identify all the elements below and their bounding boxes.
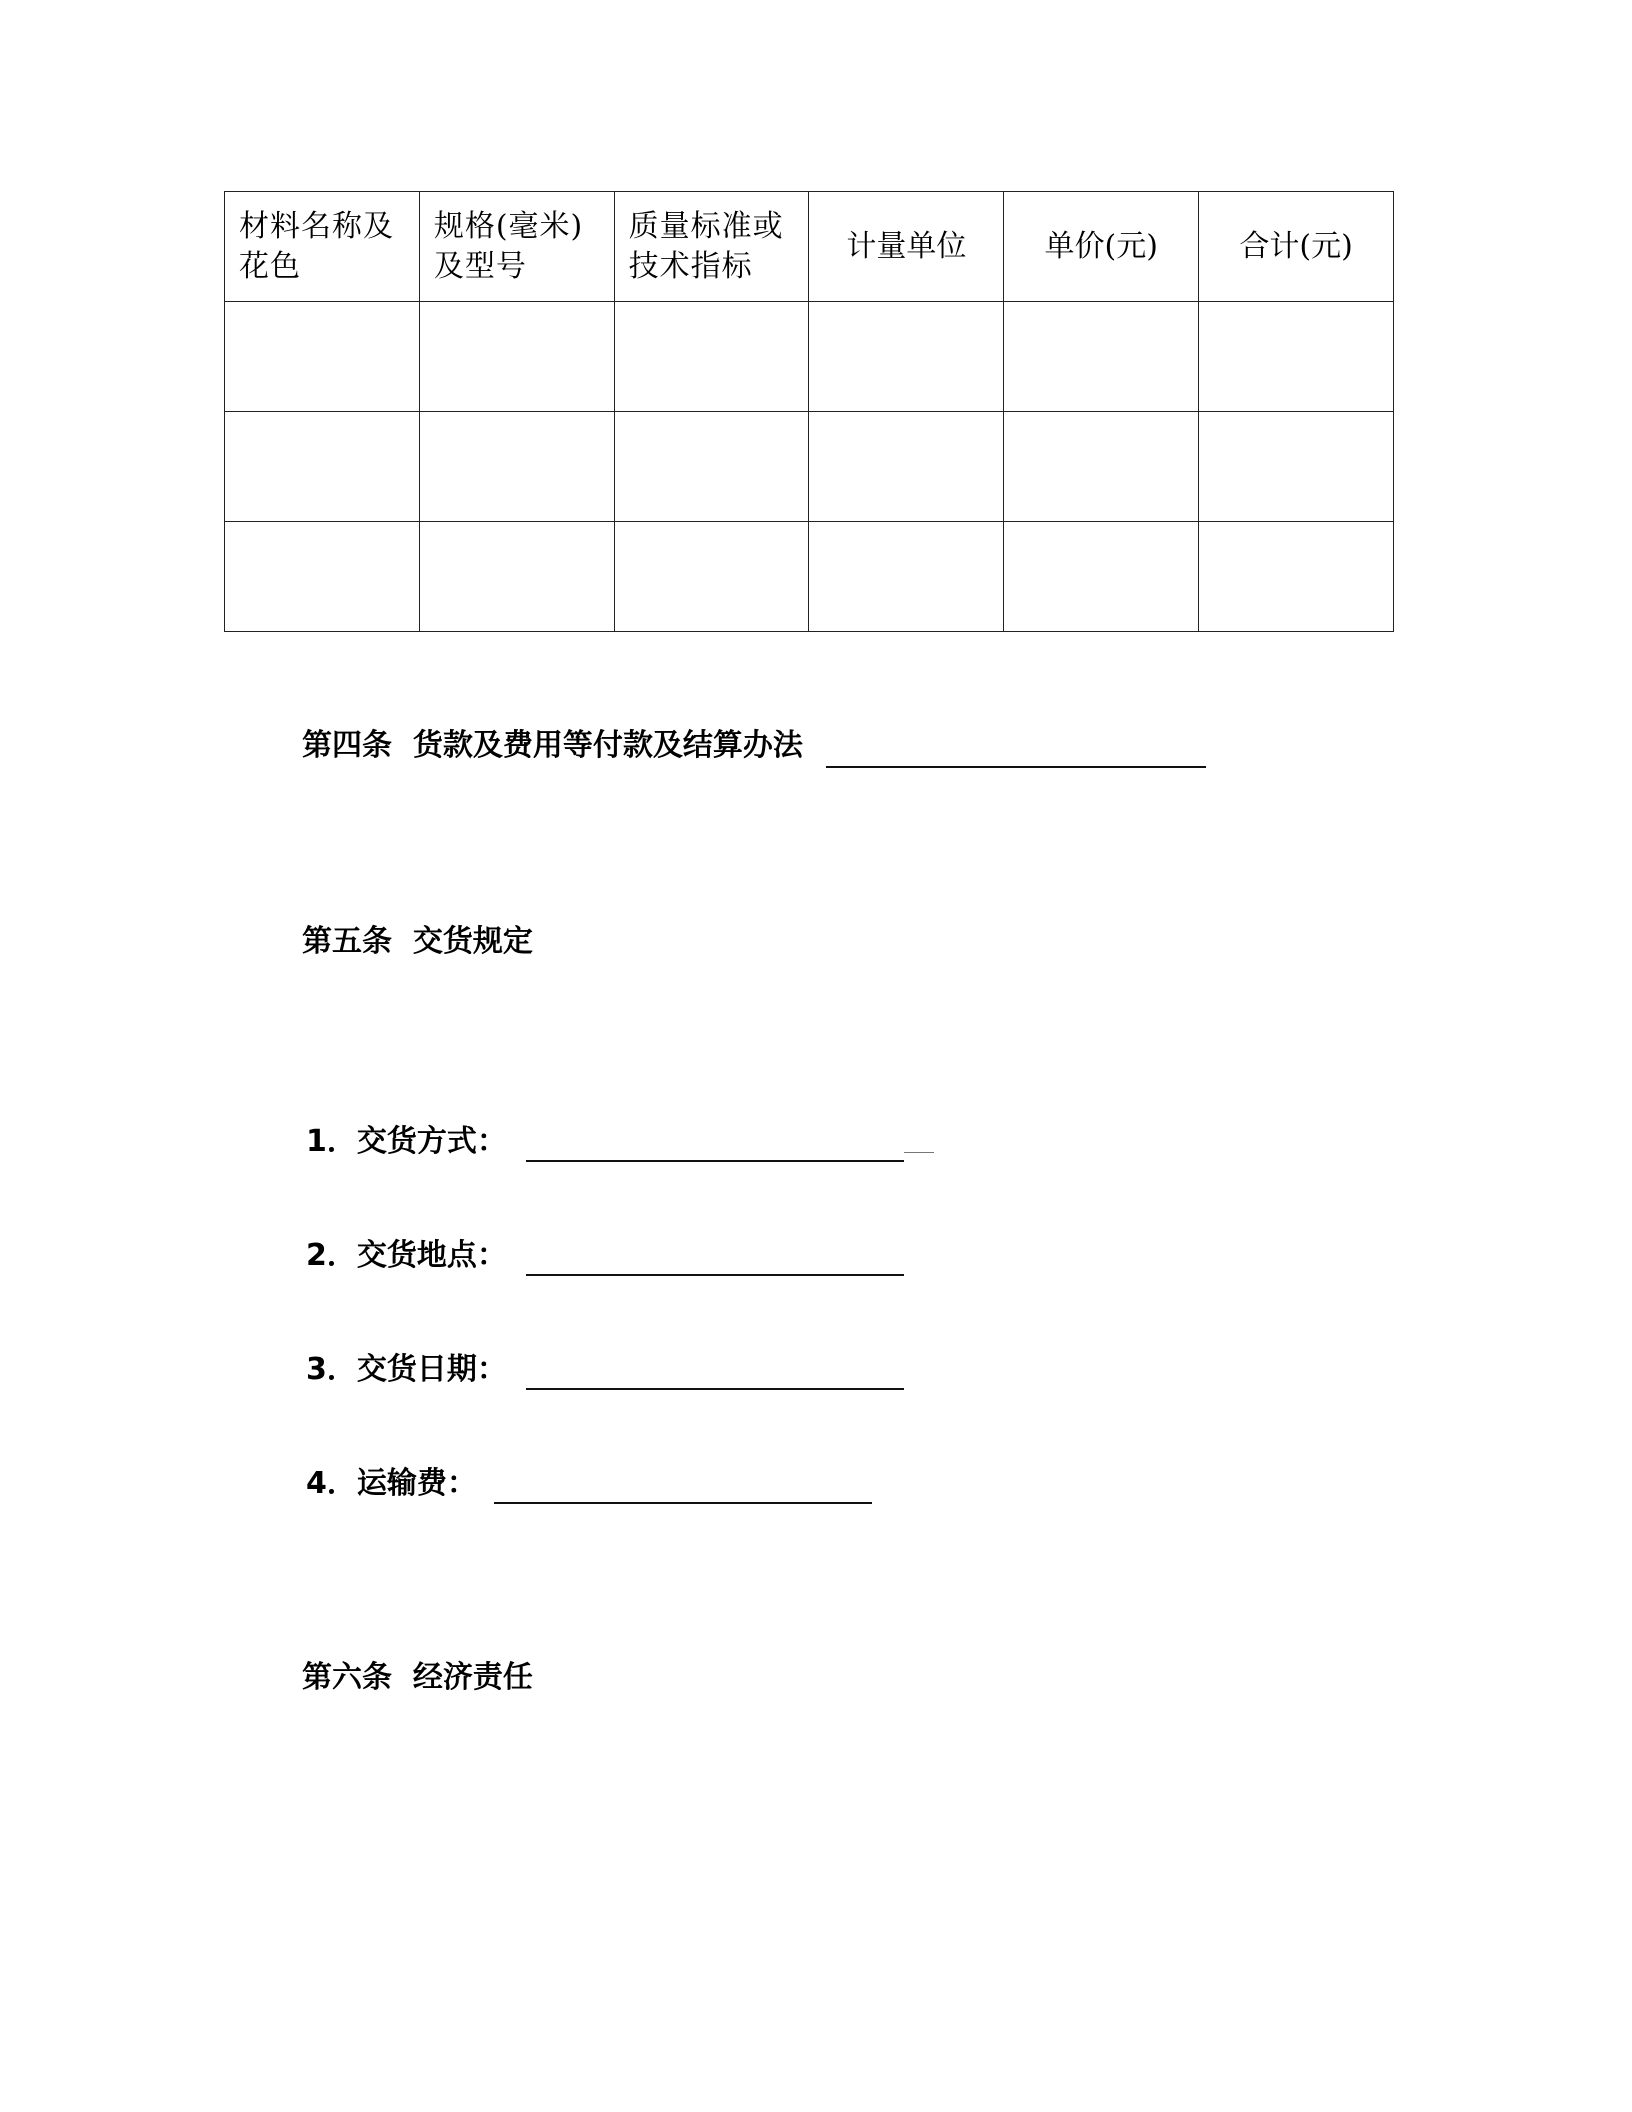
table-cell[interactable] xyxy=(1199,302,1394,412)
table-cell[interactable] xyxy=(225,412,420,522)
delivery-method-blank[interactable] xyxy=(526,1160,904,1162)
table-cell[interactable] xyxy=(1004,412,1199,522)
delivery-location-label: 2．交货地点： xyxy=(306,1238,507,1273)
table-cell[interactable] xyxy=(419,302,614,412)
table-header-row xyxy=(225,192,1394,302)
delivery-method-blank-tail xyxy=(904,1152,934,1153)
delivery-date-label: 3．交货日期： xyxy=(306,1352,507,1387)
article4-heading: 第四条 货款及费用等付款及结算办法 xyxy=(302,728,803,763)
delivery-location-blank[interactable] xyxy=(526,1274,904,1276)
delivery-method-label: 1．交货方式： xyxy=(306,1124,507,1159)
header-total: 合计(元) xyxy=(1199,192,1394,302)
table-cell[interactable] xyxy=(419,522,614,632)
table-row xyxy=(225,302,1394,412)
payment-method-blank[interactable] xyxy=(826,766,1206,768)
materials-table xyxy=(224,191,1394,632)
table-row xyxy=(225,522,1394,632)
table-row xyxy=(225,412,1394,522)
header-specification: 规格(毫米) 及型号 xyxy=(419,192,614,302)
table-cell[interactable] xyxy=(614,302,809,412)
delivery-date-blank[interactable] xyxy=(526,1388,904,1390)
table-cell[interactable] xyxy=(225,522,420,632)
header-unit: 计量单位 xyxy=(809,192,1004,302)
table-cell[interactable] xyxy=(809,412,1004,522)
table-cell[interactable] xyxy=(1004,302,1199,412)
freight-blank[interactable] xyxy=(494,1502,872,1504)
table-cell[interactable] xyxy=(1199,412,1394,522)
freight-label: 4．运输费： xyxy=(306,1466,477,1501)
header-quality-standard: 质量标准或 技术指标 xyxy=(614,192,809,302)
article6-heading: 第六条 经济责任 xyxy=(302,1660,533,1695)
table-cell[interactable] xyxy=(419,412,614,522)
table-cell[interactable] xyxy=(225,302,420,412)
table-cell[interactable] xyxy=(614,522,809,632)
table-cell[interactable] xyxy=(614,412,809,522)
table-cell[interactable] xyxy=(1004,522,1199,632)
article5-heading: 第五条 交货规定 xyxy=(302,924,533,959)
table-cell[interactable] xyxy=(1199,522,1394,632)
table-cell[interactable] xyxy=(809,302,1004,412)
header-unit-price: 单价(元) xyxy=(1004,192,1199,302)
table-cell[interactable] xyxy=(809,522,1004,632)
header-material-name: 材料名称及 花色 xyxy=(225,192,420,302)
